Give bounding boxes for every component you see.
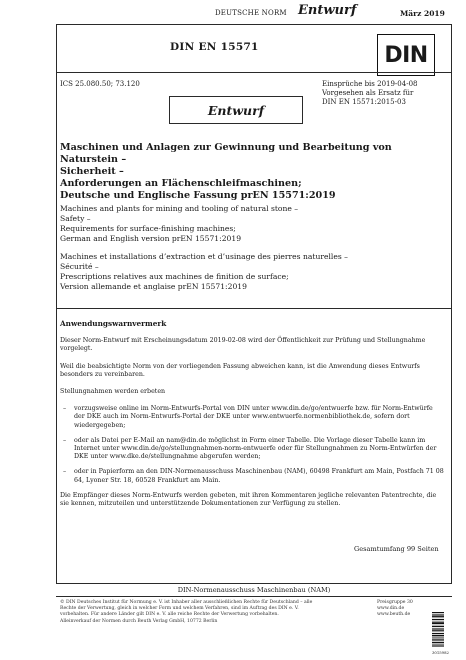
committee-name: DIN-Normenausschuss Maschinenbau (NAM): [177, 586, 331, 594]
title-line: Sécurité –: [60, 262, 99, 271]
copyright-line: Rechte der Verwertung, gleich in welcher Form und welchem Verfahren, sind im Auftrag des DIN e. V.: [60, 606, 299, 612]
title-french: [60, 252, 445, 292]
comment-options-list: [60, 405, 445, 485]
copyright-line: Alleinverkauf der Normen durch Beuth Verlag GmbH, 10772 Berlin: [60, 618, 218, 624]
divider: [56, 72, 452, 73]
draft-label: Entwurf: [207, 102, 265, 118]
notice-paragraph: Dieser Norm-Entwurf mit Erscheinungsdatum 2019-02-08 wird der Öffentlichkeit zur Prüfung und Stellungnahme vorgelegt.: [60, 337, 426, 353]
list-item: – oder in Papierform an den DIN-Normenausschuss Maschinenbau (NAM), 60498 Frankfurt am Main, Postfach 71 08 64, Lyoner Str. 18, 60528 Frankfurt am Main.: [60, 468, 445, 484]
list-item: – oder als Datei per E-Mail an nam@din.de möglichst in Form einer Tabelle. Die Vorlage dieser Tabelle kann im Internet unter www.din.de/go/stellungnahmen-norm-entwuerfe oder für Stellungnahmen zu Norm-Entwürfen der DKE unter www.dke.de/stellungnahme abgerufen werden;: [60, 437, 445, 462]
beuth-website: www.beuth.de: [377, 612, 411, 618]
din-website: www.din.de: [377, 606, 405, 612]
barcode-number: 3015982: [432, 650, 449, 655]
title-line: Machines et installations d’extraction et d’usinage des pierres naturelles –: [60, 252, 348, 261]
standard-number: DIN EN 15571: [170, 41, 259, 53]
copyright-notice: [60, 600, 360, 625]
title-line: Deutsche und Englische Fassung prEN 15571:2019: [60, 190, 336, 201]
title-line: Safety –: [60, 214, 91, 223]
notice-paragraph: Stellungnahmen werden erbeten: [60, 388, 166, 396]
warning-notice: [60, 320, 445, 517]
title-line: Requirements for surface-finishing machines;: [60, 224, 236, 233]
title-line: Maschinen und Anlagen zur Gewinnung und Bearbeitung von Naturstein –: [60, 142, 392, 165]
title-english: [60, 204, 445, 244]
title-line: Machines and plants for mining and tooling of natural stone –: [60, 204, 299, 213]
replacement-info: [322, 80, 417, 107]
din-logo: [377, 34, 435, 76]
title-line: Sicherheit –: [60, 166, 124, 177]
replace-line: Einsprüche bis 2019-04-08: [322, 80, 418, 88]
replace-line: Vorgesehen als Ersatz für: [322, 89, 414, 97]
title-line: Anforderungen an Flächenschleifmaschinen;: [60, 178, 302, 189]
barcode-icon: [432, 612, 444, 648]
replace-line: DIN EN 15571:2015-03: [322, 98, 406, 106]
notice-paragraph: Weil die beabsichtigte Norm von der vorliegenden Fassung abweichen kann, ist die Anwendung dieses Entwurfs besonders zu vereinbaren.: [60, 362, 420, 378]
title-line: Version allemande et anglaise prEN 15571:2019: [60, 282, 247, 291]
divider: [56, 308, 452, 309]
copyright-line: vorbehalten. Für andere Länder gilt DIN e. V. alle reiche Rechte der Verwertung vorbehalten.: [60, 612, 279, 618]
page-header: [0, 0, 466, 24]
header-date: März 2019: [400, 9, 445, 18]
title-line: Prescriptions relatives aux machines de finition de surface;: [60, 272, 289, 281]
copyright-line: © DIN Deutsches Institut für Normung e. V. ist Inhaber aller ausschließlichen Rechte für Deutschland – alle: [60, 600, 313, 605]
header-status: Entwurf: [298, 3, 357, 18]
draft-box: [169, 96, 303, 124]
title-german: [60, 142, 445, 202]
ics-code: ICS 25.080.50; 73.120: [60, 80, 140, 88]
price-group: Preisgruppe 30: [377, 600, 413, 605]
divider: [56, 596, 452, 597]
notice-paragraph: Die Empfänger dieses Norm-Entwurfs werden gebeten, mit ihren Kommentaren jegliche relevanten Patentrechte, die sie kennen, mitzuteilen und unterstützende Dokumentationen zur Verfügung zu stellen.: [60, 491, 437, 508]
total-pages: Gesamtumfang 99 Seiten: [354, 545, 439, 553]
price-info: [377, 600, 427, 619]
header-organization: DEUTSCHE NORM: [215, 9, 287, 17]
notice-heading: Anwendungswarnvermerk: [60, 319, 167, 328]
title-line: German and English version prEN 15571:2019: [60, 234, 242, 243]
din-logo-text: DIN: [384, 42, 428, 68]
list-item: – vorzugsweise online im Norm-Entwurfs-Portal von DIN unter www.din.de/go/entwuerfe bzw. für Norm-Entwürfe der DKE auch im Norm-Entwurfs-Portal der DKE unter www.entwuerfe.normenbibliothek.de, sofern dort wiedergegeben;: [60, 405, 445, 430]
